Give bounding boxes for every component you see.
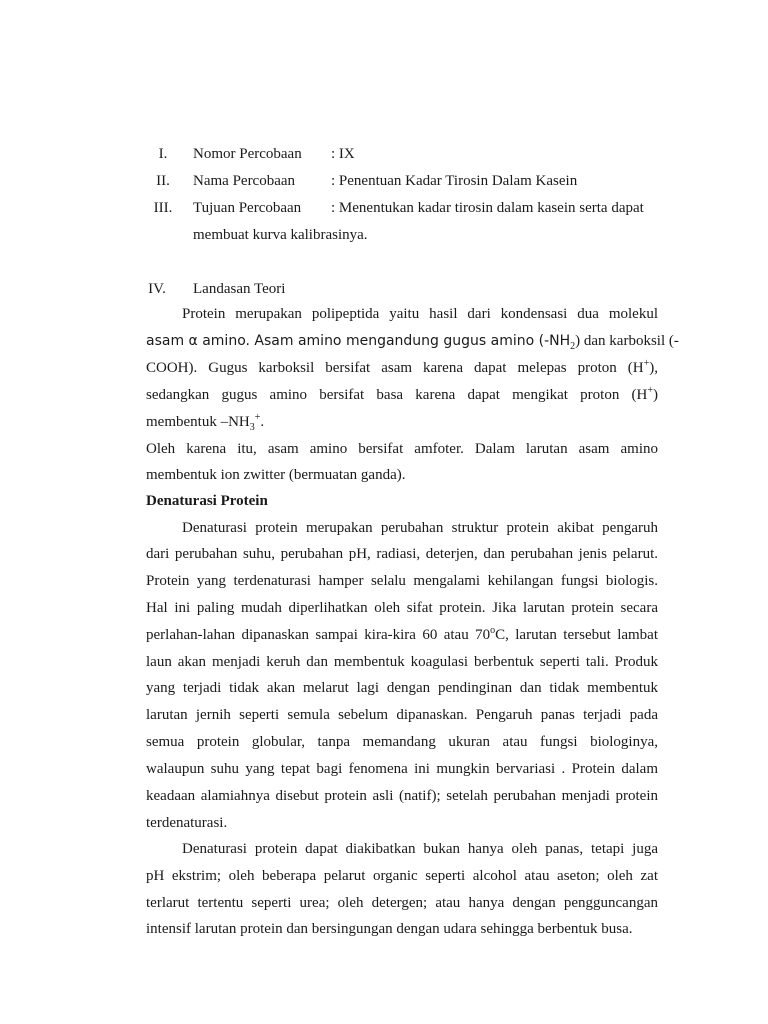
paragraph-line: semua protein globular, tanpa memandang ukuran atau fungsi biologinya, <box>146 734 658 750</box>
paragraph-line: Hal ini paling mudah diperlihatkan oleh sifat protein. Jika larutan protein secara <box>146 600 658 616</box>
item-value-continuation: membuat kurva kalibrasinya. <box>193 227 368 243</box>
paragraph-line: yang terjadi tidak akan melarut lagi dengan pendinginan dan tidak membentuk <box>146 680 658 696</box>
paragraph-line: dari perubahan suhu, perubahan pH, radiasi, deterjen, dan perubahan jenis pelarut. <box>146 546 658 562</box>
item-number: III. <box>153 200 173 216</box>
paragraph-line: perlahan-lahan dipanaskan sampai kira-kira 60 atau 70$^o$C, larutan tersebut lambat <box>146 625 659 643</box>
item-value: : IX <box>331 146 355 162</box>
paragraph-line: intensif larutan protein dan bersingungan dengan udara sehingga berbentuk busa. <box>146 921 633 937</box>
item-label: Tujuan Percobaan <box>193 200 302 216</box>
item-number: II. <box>156 173 170 189</box>
paragraph-line: Protein yang terdenaturasi hamper selalu mengalami kehilangan fungsi biologis. <box>146 573 658 589</box>
paragraph-line: COOH). Gugus karboksil bersifat asam karena dapat melepas proton (H+), <box>146 358 658 376</box>
paragraph-line: terlarut tertentu seperti urea; oleh detergen; atau hanya dengan pengguncangan <box>146 895 658 911</box>
item-number: I. <box>158 146 168 162</box>
paragraph-line: keadaan alamiahnya disebut protein asli (natif); setelah perubahan menjadi protein <box>146 788 658 804</box>
paragraph-line: membentuk $-NH_3^+$. <box>146 412 265 433</box>
paragraph-line: Denaturasi protein merupakan perubahan struktur protein akibat pengaruh <box>182 520 658 536</box>
paragraph-line: Oleh karena itu, asam amino bersifat amfoter. Dalam larutan asam amino <box>146 441 658 457</box>
paragraph-line: terdenaturasi. <box>146 815 228 831</box>
paragraph-line: pH ekstrim; oleh beberapa pelarut organic seperti alcohol atau aseton; oleh zat <box>146 868 658 884</box>
paragraph-line: laun akan menjadi keruh dan membentuk koagulasi berbentuk seperti tali. Produk <box>146 654 658 670</box>
paragraph-line: asam α amino. Asam amino mengandung gugus amino $(-NH_2)$ dan karboksil (- <box>146 333 679 352</box>
item-value: : Menentukan kadar tirosin dalam kasein serta dapat <box>331 200 644 216</box>
item-label: Nomor Percobaan <box>193 146 302 162</box>
item-label: Nama Percobaan <box>193 173 296 189</box>
paragraph-line: Protein merupakan polipeptida yaitu hasil dari kondensasi dua molekul <box>182 306 658 322</box>
section-number: IV. <box>148 281 166 297</box>
paragraph-line: sedangkan gugus amino bersifat basa karena dapat mengikat proton (H+) <box>146 385 658 403</box>
section-title: Landasan Teori <box>193 281 286 297</box>
subsection-heading: Denaturasi Protein <box>146 493 268 509</box>
paragraph-line: larutan jernih seperti semula sebelum dipanaskan. Pengaruh panas terjadi pada <box>146 707 658 723</box>
paragraph-line: Denaturasi protein dapat diakibatkan bukan hanya oleh panas, tetapi juga <box>182 841 658 857</box>
item-value: : Penentuan Kadar Tirosin Dalam Kasein <box>331 173 578 189</box>
paragraph-line: membentuk ion zwitter (bermuatan ganda). <box>146 467 406 483</box>
paragraph-line: walaupun suhu yang tepat bagi fenomena ini mungkin bervariasi . Protein dalam <box>146 761 658 777</box>
